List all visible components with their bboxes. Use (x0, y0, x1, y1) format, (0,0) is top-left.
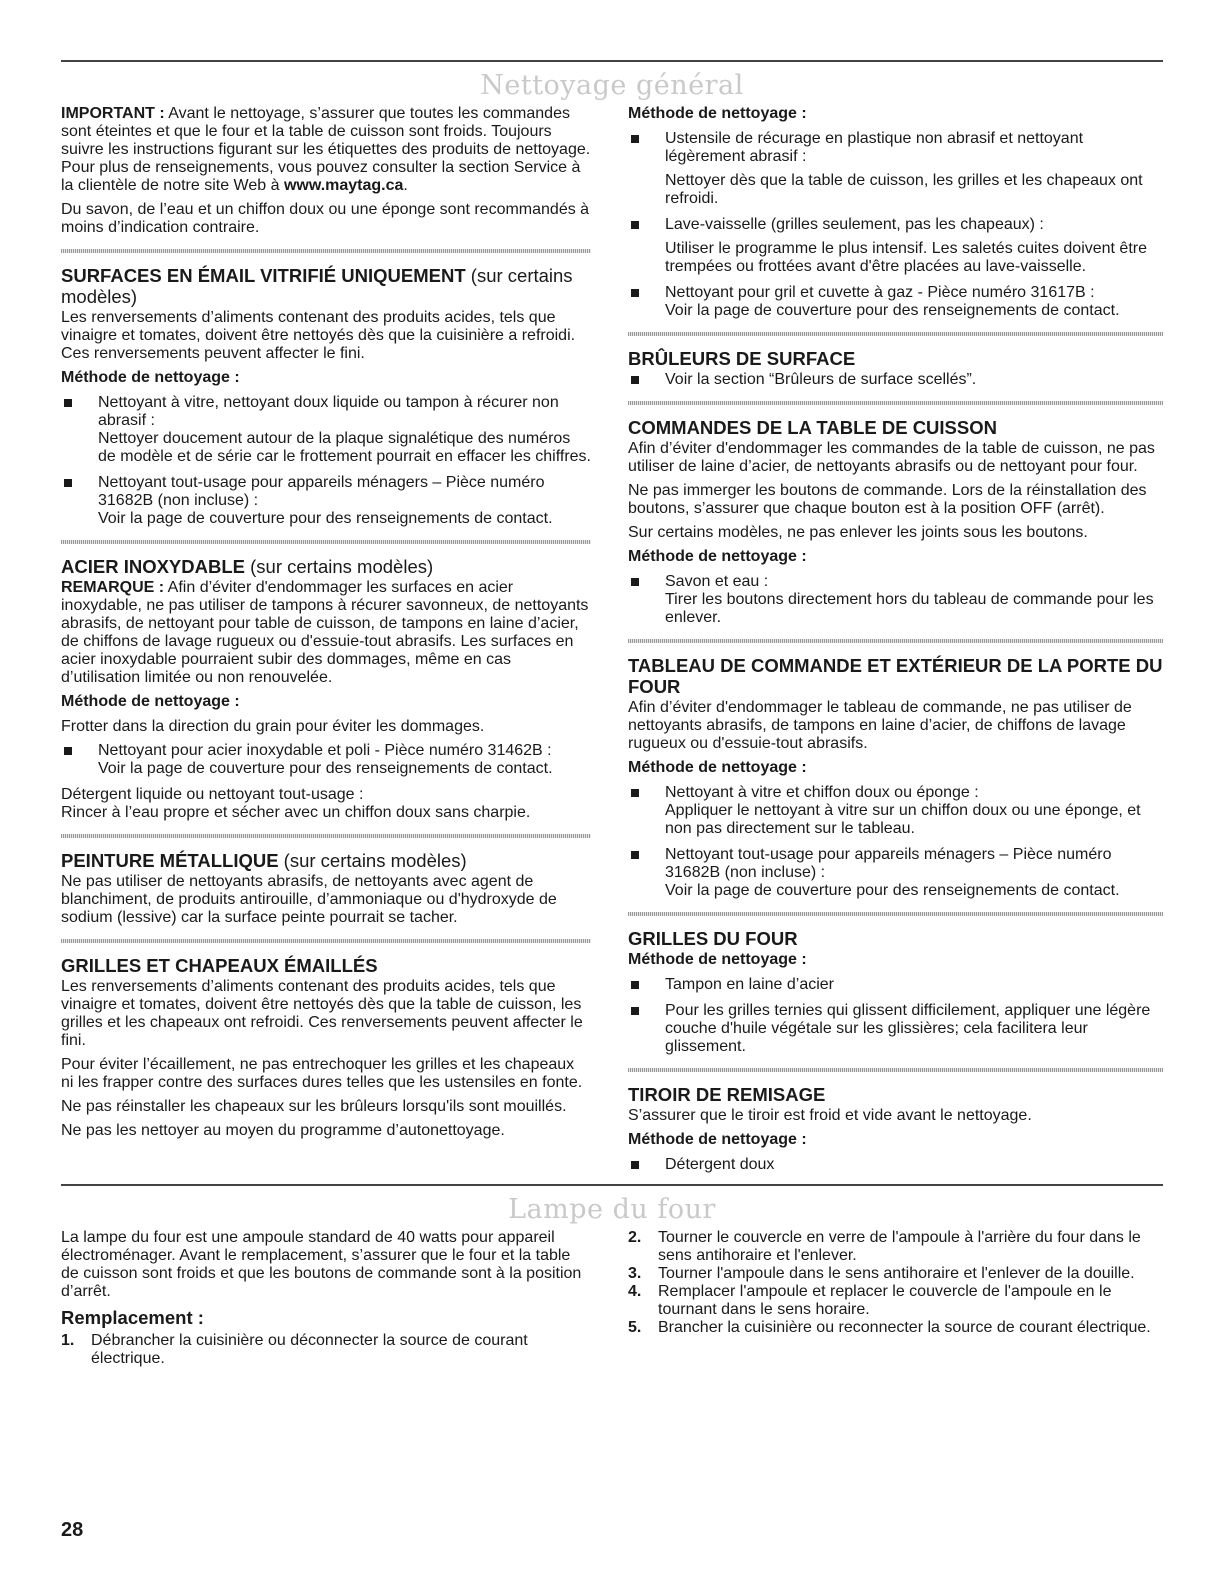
step-text: Tourner le couvercle en verre de l'ampoule à l'arrière du four dans le sens antihoraire et l'enlever. (658, 1229, 1141, 1264)
list-item: Pour les grilles ternies qui glissent difficilement, appliquer une légère couche d'huile végétale sur les glissières; cela facilitera leur glissement. (628, 1002, 1163, 1056)
cleaning-columns (61, 105, 1163, 1182)
panel-list (628, 784, 1163, 900)
important-paragraph (61, 105, 591, 195)
enamel-title-note-2: modèles) (61, 286, 138, 307)
controls-p3: Sur certains modèles, ne pas enlever les joints sous les boutons. (628, 524, 1088, 541)
enamel-text: Les renversements d’aliments contenant des produits acides, tels que vinaigre et tomates, doivent être nettoyés dès que la cuisinière a refroidi. Ces renversements peuvent affecter le fini. (61, 309, 576, 362)
grates-p4: Ne pas les nettoyer au moyen du programme d’autonettoyage. (61, 1122, 505, 1139)
step-number: 5. (628, 1319, 642, 1336)
page-number: 28 (61, 1519, 84, 1541)
item-main: Nettoyant tout-usage pour appareils ménagers – Pièce numéro 31682B (non incluse) : (665, 846, 1112, 881)
lamp-left-column (61, 1229, 591, 1376)
item-main: Nettoyant pour gril et cuvette à gaz - Pièce numéro 31617B : (665, 284, 1095, 301)
step-item (628, 1265, 1163, 1283)
item-main: Ustensile de récurage en plastique non abrasif et nettoyant légèrement abrasif : (665, 130, 1084, 165)
paint-title-note: (sur certains modèles) (278, 850, 467, 871)
list-item (61, 742, 591, 778)
step-text: Remplacer l'ampoule et replacer le couvercle de l'ampoule en le tournant dans le sens horaire. (658, 1283, 1112, 1318)
stainless-detergent: Détergent liquide ou nettoyant tout-usage : (61, 786, 364, 803)
step-item (628, 1283, 1163, 1319)
grates-p1: Les renversements d’aliments contenant des produits acides, tels que vinaigre et tomates, doivent être nettoyés dès que la table de cuisson, les grilles et les chapeaux ont refroidi. Ces renversements peuvent affecter le fini. (61, 978, 583, 1049)
enamel-method: Méthode de nettoyage : (61, 369, 240, 386)
drawer-list (628, 1156, 1163, 1174)
separator (628, 912, 1163, 916)
step-number: 3. (628, 1265, 642, 1282)
left-column (61, 105, 591, 1182)
item-detail: Tirer les boutons directement hors du tableau de commande pour les enlever. (665, 591, 1154, 626)
paint-heading (61, 850, 591, 871)
panel-text: Afin d’éviter d'endommager le tableau de commande, ne pas utiliser de nettoyants abrasifs, de tampons en laine d’acier, de chiffons de lavage rugueux ou d'essuie-tout abrasifs. (628, 699, 1132, 752)
separator (628, 401, 1163, 405)
controls-method: Méthode de nettoyage : (628, 548, 807, 565)
item-detail: Voir la page de couverture pour des renseignements de contact. (665, 302, 1120, 319)
separator (61, 834, 591, 838)
step-item (628, 1319, 1163, 1337)
item-main: Nettoyant à vitre, nettoyant doux liquide ou tampon à récurer non abrasif : (98, 394, 559, 429)
lamp-right-column (628, 1229, 1163, 1376)
list-item: Tampon en laine d’acier (628, 976, 1163, 994)
section-title-lamp: Lampe du four (508, 1194, 716, 1225)
racks-heading: GRILLES DU FOUR (628, 928, 798, 949)
item-detail: Nettoyer dès que la table de cuisson, les grilles et les chapeaux ont refroidi. (665, 172, 1143, 207)
grates-heading: GRILLES ET CHAPEAUX ÉMAILLÉS (61, 955, 378, 976)
item-main: Savon et eau : (665, 573, 769, 590)
item-main: Nettoyant à vitre et chiffon doux ou éponge : (665, 784, 979, 801)
list-item: Voir la section “Brûleurs de surface scellés”. (628, 371, 1163, 389)
separator (61, 939, 591, 943)
right-column (628, 105, 1163, 1182)
drawer-heading: TIROIR DE REMISAGE (628, 1084, 826, 1105)
paint-text: Ne pas utiliser de nettoyants abrasifs, de nettoyants avec agent de blanchiment, de produits antirouille, d’ammoniaque ou d'hydroxyde de sodium (lessive) car la surface peinte pourrait se tacher. (61, 873, 557, 926)
grates-method: Méthode de nettoyage : (628, 105, 807, 122)
stainless-list (61, 742, 591, 778)
stainless-heading (61, 556, 591, 577)
paint-title: PEINTURE MÉTALLIQUE (61, 850, 279, 871)
lamp-columns (61, 1229, 1163, 1376)
list-item (61, 394, 591, 466)
burners-list (628, 371, 1163, 389)
panel-method: Méthode de nettoyage : (628, 759, 807, 776)
item-detail: Voir la page de couverture pour des renseignements de contact. (98, 510, 553, 527)
section-title-cleaning: Nettoyage général (480, 70, 744, 101)
racks-method: Méthode de nettoyage : (628, 951, 807, 968)
grates-method-list (628, 130, 1163, 320)
list-item (628, 573, 1163, 627)
stainless-rub: Frotter dans la direction du grain pour éviter les dommages. (61, 718, 485, 735)
drawer-text: S’assurer que le tiroir est froid et vide avant le nettoyage. (628, 1107, 1032, 1124)
controls-heading: COMMANDES DE LA TABLE DE CUISSON (628, 417, 997, 438)
website-end: . (403, 177, 408, 194)
controls-p1: Afin d’éviter d'endommager les commandes de la table de cuisson, ne pas utiliser de laine d’acier, de nettoyants abrasifs ou de nettoyant pour four. (628, 440, 1155, 475)
item-detail: Appliquer le nettoyant à vitre sur un chiffon doux ou une éponge, et non pas directement sur le tableau. (665, 802, 1141, 837)
stainless-rinse: Rincer à l’eau propre et sécher avec un chiffon doux sans charpie. (61, 804, 531, 821)
step-item (61, 1332, 591, 1368)
drawer-method: Méthode de nettoyage : (628, 1131, 807, 1148)
step-number: 1. (61, 1332, 75, 1349)
separator (628, 1068, 1163, 1072)
remark-label: REMARQUE : (61, 579, 165, 596)
middle-rule (61, 1184, 1163, 1186)
separator (628, 332, 1163, 336)
step-number: 4. (628, 1283, 642, 1300)
grates-p2: Pour éviter l’écaillement, ne pas entrechoquer les grilles et les chapeaux ni les frapper contre des surfaces dures telles que les ustensiles en fonte. (61, 1056, 583, 1091)
step-text: Débrancher la cuisinière ou déconnecter la source de courant électrique. (91, 1332, 528, 1367)
lamp-steps-right (628, 1229, 1163, 1337)
stainless-remark (61, 579, 591, 687)
panel-heading: TABLEAU DE COMMANDE ET EXTÉRIEUR DE LA PORTE DU FOUR (628, 655, 1163, 697)
list-item (628, 130, 1163, 208)
list-item (628, 284, 1163, 320)
burners-heading: BRÛLEURS DE SURFACE (628, 348, 856, 369)
enamel-title-note: (sur certains (465, 265, 573, 286)
enamel-heading (61, 265, 591, 286)
important-label: IMPORTANT : (61, 105, 165, 122)
racks-list (628, 976, 1163, 1056)
page (61, 60, 1163, 1376)
item-detail: Voir la page de couverture pour des renseignements de contact. (98, 760, 553, 777)
stainless-title-note: (sur certains modèles) (245, 556, 434, 577)
separator (61, 540, 591, 544)
controls-p2: Ne pas immerger les boutons de commande. Lors de la réinstallation des boutons, s’assurer que chaque bouton est à la position OFF (arrêt). (628, 482, 1147, 517)
grates-p3: Ne pas réinstaller les chapeaux sur les brûleurs lorsqu'ils sont mouillés. (61, 1098, 567, 1115)
item-detail: Nettoyer doucement autour de la plaque signalétique des numéros de modèle et de série car le frottement pourrait en effacer les chiffres. (98, 430, 591, 465)
separator (61, 249, 591, 253)
item-main: Lave-vaisselle (grilles seulement, pas les chapeaux) : (665, 216, 1044, 233)
list-item: Détergent doux (628, 1156, 1163, 1174)
enamel-list (61, 394, 591, 528)
top-rule (61, 60, 1163, 62)
lamp-intro: La lampe du four est une ampoule standard de 40 watts pour appareil électroménager. Avant le remplacement, s’assurer que le four et la table de cuisson sont froids et que les boutons de commande sont à la position d’arrêt. (61, 1229, 582, 1300)
item-main: Nettoyant tout-usage pour appareils ménagers – Pièce numéro 31682B (non incluse) : (98, 474, 545, 509)
stainless-title: ACIER INOXYDABLE (61, 556, 245, 577)
replacement-heading: Remplacement : (61, 1307, 204, 1328)
list-item (61, 474, 591, 528)
step-number: 2. (628, 1229, 642, 1246)
controls-list (628, 573, 1163, 627)
lamp-steps-left (61, 1332, 591, 1368)
website-link[interactable]: www.maytag.ca (283, 177, 404, 194)
remark-text: Afin d’éviter d'endommager les surfaces en acier inoxydable, ne pas utiliser de tampons à récurer savonneux, de nettoyants abrasifs, de nettoyant pour table de cuisson, de tampons en laine d’acier, de chiffons de lavage rugueux ou d'essuie-tout abrasifs. Les surfaces en acier inoxydable pourraient subir des dommages, même en cas d’utilisation limitée ou non renouvelée. (61, 579, 589, 686)
soap-paragraph: Du savon, de l’eau et un chiffon doux ou une éponge sont recommandés à moins d’indication contraire. (61, 201, 590, 236)
important-text: Avant le nettoyage, s’assurer que toutes les commandes sont éteintes et que le four et la table de cuisson sont froids. Toujours suivre les instructions figurant sur les étiquettes des produits de nettoyage. Pour plus de renseignements, vous pouvez consulter la section Service à la clientèle de notre site Web à (61, 105, 591, 194)
stainless-method: Méthode de nettoyage : (61, 693, 240, 710)
step-text: Brancher la cuisinière ou reconnecter la source de courant électrique. (658, 1319, 1151, 1336)
item-detail: Voir la page de couverture pour des renseignements de contact. (665, 882, 1120, 899)
item-detail: Utiliser le programme le plus intensif. Les saletés cuites doivent être trempées ou frottées avant d'être placées au lave-vaisselle. (665, 240, 1147, 275)
step-text: Tourner l'ampoule dans le sens antihoraire et l'enlever de la douille. (658, 1265, 1135, 1282)
list-item (628, 784, 1163, 838)
list-item (628, 846, 1163, 900)
enamel-title: SURFACES EN ÉMAIL VITRIFIÉ UNIQUEMENT (61, 265, 466, 286)
step-item (628, 1229, 1163, 1265)
item-main: Nettoyant pour acier inoxydable et poli - Pièce numéro 31462B : (98, 742, 552, 759)
list-item (628, 216, 1163, 276)
separator (628, 639, 1163, 643)
